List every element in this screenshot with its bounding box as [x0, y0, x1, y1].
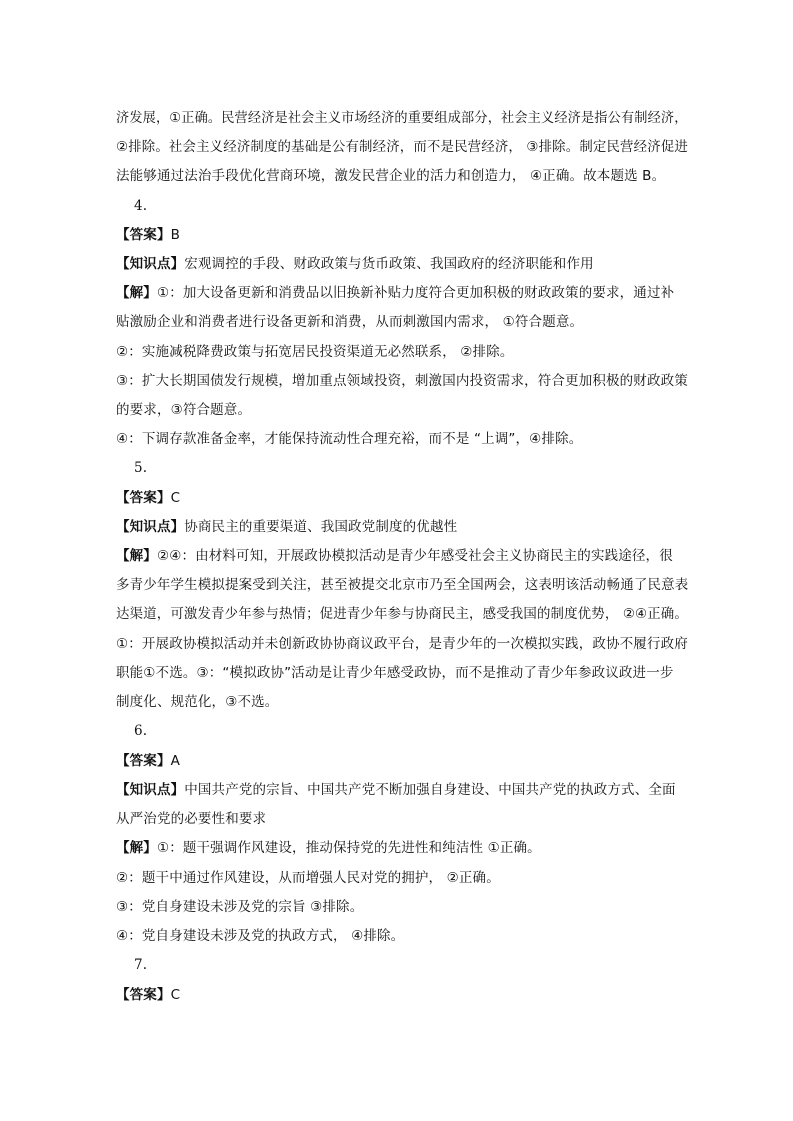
answer-tag: 【答案】	[116, 227, 171, 243]
text-line: 法能够通过法治手段优化营商环境，激发民营企业的活力和创造力， ④正确。故本题选 B。	[116, 168, 666, 184]
answer-line	[116, 752, 686, 770]
text-line: 职能①不选。③：“模拟政协”活动是让青少年感受政协，而不是推动了青少年参政议政进一步	[116, 665, 674, 681]
knowledge-text: 宏观调控的手段、财政政策与货币政策、我国政府的经济职能和作用	[184, 256, 594, 272]
text-line: 的要求，③符合题意。	[116, 402, 252, 418]
answer-line	[116, 226, 686, 244]
answer-value: A	[170, 753, 180, 769]
explanation-tag: 【解】	[116, 285, 157, 301]
knowledge-line	[116, 781, 686, 799]
explanation-line	[116, 547, 686, 565]
text-line: ③：扩大长期国债发行规模，增加重点领域投资，刺激国内投资需求，符合更加积极的财政政策	[116, 373, 688, 389]
text-line: ②：实施减税降费政策与拓宽居民投资渠道无必然联系， ②排除。	[116, 344, 514, 360]
explanation-text: ②④：由材料可知，开展政协模拟活动是青少年感受社会主义协商民主的实践途径，很	[156, 548, 673, 564]
answer-tag: 【答案】	[116, 490, 171, 506]
text-line: 达渠道，可激发青少年参与热情；促进青少年参与协商民主，感受我国的制度优势， ②④正确。	[116, 606, 688, 622]
text-line: 制度化、规范化，③不选。	[116, 694, 279, 710]
explanation-line	[116, 839, 686, 857]
explanation-tag: 【解】	[116, 548, 157, 564]
text-line: 多青少年学生模拟提案受到关注，甚至被提交北京市乃至全国两会，这表明该活动畅通了民意表	[116, 577, 689, 593]
text-line: ④：下调存款准备金率，才能保持流动性合理充裕，而不是 “上调”，④排除。	[116, 431, 583, 447]
explanation-line	[116, 284, 686, 302]
answer-value: C	[170, 987, 181, 1003]
knowledge-line	[116, 518, 686, 536]
text-line: ①：开展政协模拟活动并未创新政协协商议政平台，是青少年的一次模拟实践，政协不履行政府	[116, 636, 688, 652]
answer-value: C	[170, 490, 181, 506]
answer-value: B	[170, 227, 181, 243]
text-line: 贴激励企业和消费者进行设备更新和消费，从而刺激国内需求， ①符合题意。	[116, 314, 584, 330]
answer-line	[116, 986, 686, 1004]
knowledge-tag: 【知识点】	[116, 519, 185, 535]
explanation-tag: 【解】	[116, 840, 157, 856]
question-number: 7.	[134, 957, 148, 973]
text-line: ②：题干中通过作风建设，从而增强人民对党的拥护， ②正确。	[116, 870, 500, 886]
question-number: 4.	[134, 198, 148, 214]
explanation-text: ①：题干强调作风建设，推动保持党的先进性和纯洁性 ①正确。	[156, 840, 541, 856]
knowledge-line	[116, 255, 686, 273]
answer-line	[116, 489, 686, 507]
text-line: 从严治党的必要性和要求	[116, 811, 267, 827]
text-line: ②排除。社会主义经济制度的基础是公有制经济，而不是民营经济， ③排除。制定民营经济促进	[116, 139, 688, 155]
text-line: ④：党自身建设未涉及党的执政方式， ④排除。	[116, 928, 405, 944]
knowledge-tag: 【知识点】	[116, 782, 185, 798]
knowledge-tag: 【知识点】	[116, 256, 185, 272]
text-line: 济发展，①正确。民营经济是社会主义市场经济的重要组成部分，社会主义经济是指公有制经济，	[116, 110, 688, 126]
knowledge-text: 协商民主的重要渠道、我国政党制度的优越性	[184, 519, 458, 535]
question-number: 6.	[134, 723, 148, 739]
explanation-text: ①：加大设备更新和消费品以旧换新补贴力度符合更加积极的财政政策的要求，通过补	[156, 285, 675, 301]
answer-tag: 【答案】	[116, 753, 171, 769]
question-number: 5.	[134, 460, 148, 476]
knowledge-text: 中国共产党的宗旨、中国共产党不断加强自身建设、中国共产党的执政方式、全面	[184, 782, 676, 798]
text-line: ③：党自身建设未涉及党的宗旨 ③排除。	[116, 899, 364, 915]
answer-tag: 【答案】	[116, 987, 171, 1003]
